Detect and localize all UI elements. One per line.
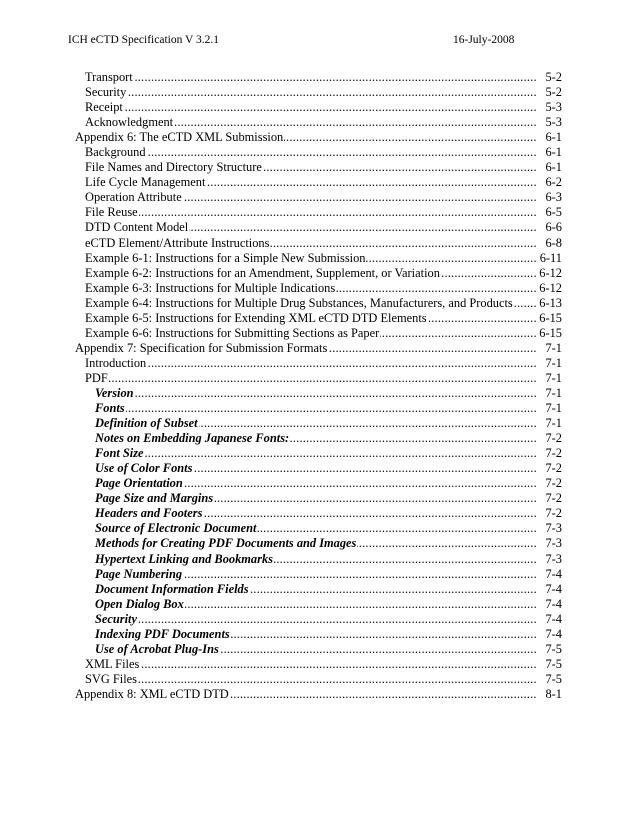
toc-section-entry[interactable] xyxy=(75,190,562,205)
toc-entry-page-number: 7-4 xyxy=(545,611,562,626)
toc-section-entry[interactable] xyxy=(75,281,562,296)
dot-leader xyxy=(95,612,536,627)
toc-entry-title: File Reuse xyxy=(85,205,138,220)
toc-entry-page-number: 7-3 xyxy=(545,551,562,566)
table-of-contents xyxy=(75,70,562,702)
toc-subsection-entry[interactable] xyxy=(75,446,562,461)
toc-entry-page-number: 6-13 xyxy=(539,295,562,310)
toc-entry-page-number: 7-1 xyxy=(545,385,562,400)
toc-entry-page-number: 7-2 xyxy=(545,461,562,476)
dot-leader xyxy=(85,371,536,386)
toc-section-entry[interactable] xyxy=(75,356,562,371)
toc-entry-title: Example 6-6: Instructions for Submitting Sections as Paper xyxy=(85,325,380,340)
toc-subsection-entry[interactable] xyxy=(75,386,562,401)
toc-appendix-entry[interactable] xyxy=(75,130,562,145)
dot-leader xyxy=(85,205,536,220)
toc-entry-page-number: 6-8 xyxy=(545,235,562,250)
toc-entry-page-number: 6-1 xyxy=(545,130,562,145)
toc-entry-title: Headers and Footers xyxy=(95,506,203,521)
toc-entry-title: Example 6-3: Instructions for Multiple Indications xyxy=(85,280,336,295)
dot-leader xyxy=(95,446,536,461)
toc-entry-page-number: 7-4 xyxy=(545,581,562,596)
toc-entry-title: Security xyxy=(85,85,127,100)
toc-entry-page-number: 6-2 xyxy=(545,175,562,190)
toc-entry-page-number: 6-11 xyxy=(539,250,562,265)
toc-section-entry[interactable] xyxy=(75,100,562,115)
document-date: 16-July-2008 xyxy=(453,34,515,46)
toc-entry-title: Fonts xyxy=(95,401,125,416)
toc-entry-title: Appendix 8: XML eCTD DTD xyxy=(75,686,229,701)
toc-entry-title: Page Size and Margins xyxy=(95,491,214,506)
toc-section-entry[interactable] xyxy=(75,266,562,281)
dot-leader xyxy=(85,85,536,100)
toc-appendix-entry[interactable] xyxy=(75,341,562,356)
dot-leader xyxy=(95,401,536,416)
toc-section-entry[interactable] xyxy=(75,70,562,85)
toc-entry-title: Page Orientation xyxy=(95,476,183,491)
toc-section-entry[interactable] xyxy=(75,296,562,311)
toc-entry-title: Acknowledgment xyxy=(85,115,174,130)
toc-section-entry[interactable] xyxy=(75,251,562,266)
toc-entry-page-number: 6-12 xyxy=(539,280,562,295)
toc-entry-page-number: 7-3 xyxy=(545,536,562,551)
dot-leader xyxy=(85,145,536,160)
toc-entry-page-number: 5-3 xyxy=(545,100,562,115)
toc-entry-page-number: 7-2 xyxy=(545,476,562,491)
toc-entry-title: PDF xyxy=(85,370,108,385)
toc-entry-title: Appendix 7: Specification for Submission Formats xyxy=(75,340,328,355)
toc-entry-title: Life Cycle Management xyxy=(85,175,206,190)
toc-section-entry[interactable] xyxy=(75,371,562,386)
toc-entry-title: Open Dialog Box xyxy=(95,596,184,611)
toc-entry-title: SVG Files xyxy=(85,671,137,686)
toc-entry-title: Hypertext Linking and Bookmarks xyxy=(95,551,273,566)
toc-subsection-entry[interactable] xyxy=(75,612,562,627)
toc-entry-page-number: 7-2 xyxy=(545,431,562,446)
toc-entry-title: Definition of Subset xyxy=(95,416,198,431)
toc-section-entry[interactable] xyxy=(75,175,562,190)
toc-entry-page-number: 7-4 xyxy=(545,566,562,581)
toc-entry-title: Use of Color Fonts xyxy=(95,461,193,476)
toc-entry-page-number: 7-4 xyxy=(545,596,562,611)
toc-subsection-entry[interactable] xyxy=(75,491,562,506)
toc-entry-title: Example 6-2: Instructions for an Amendment, Supplement, or Variation xyxy=(85,265,440,280)
toc-entry-page-number: 7-1 xyxy=(545,340,562,355)
dot-leader xyxy=(85,100,536,115)
toc-entry-page-number: 7-4 xyxy=(545,626,562,641)
toc-section-entry[interactable] xyxy=(75,85,562,100)
toc-subsection-entry[interactable] xyxy=(75,627,562,642)
toc-subsection-entry[interactable] xyxy=(75,642,562,657)
toc-subsection-entry[interactable] xyxy=(75,476,562,491)
toc-entry-page-number: 6-5 xyxy=(545,205,562,220)
toc-section-entry[interactable] xyxy=(75,115,562,130)
toc-entry-title: File Names and Directory Structure xyxy=(85,160,262,175)
toc-entry-page-number: 5-2 xyxy=(545,85,562,100)
toc-entry-page-number: 5-3 xyxy=(545,115,562,130)
toc-entry-title: Document Information Fields xyxy=(95,581,249,596)
toc-entry-page-number: 7-5 xyxy=(545,641,562,656)
toc-entry-page-number: 7-2 xyxy=(545,491,562,506)
toc-subsection-entry[interactable] xyxy=(75,597,562,612)
toc-entry-page-number: 6-15 xyxy=(539,325,562,340)
toc-subsection-entry[interactable] xyxy=(75,416,562,431)
toc-section-entry[interactable] xyxy=(75,326,562,341)
toc-entry-page-number: 6-1 xyxy=(545,160,562,175)
toc-subsection-entry[interactable] xyxy=(75,536,562,551)
toc-entry-title: Indexing PDF Documents xyxy=(95,626,230,641)
toc-entry-title: eCTD Element/Attribute Instructions xyxy=(85,235,270,250)
toc-entry-page-number: 6-12 xyxy=(539,265,562,280)
toc-entry-title: Example 6-4: Instructions for Multiple Drug Substances, Manufacturers, and Products xyxy=(85,295,513,310)
toc-entry-title: Example 6-1: Instructions for a Simple New Submission xyxy=(85,250,366,265)
toc-entry-title: Use of Acrobat Plug-Ins xyxy=(95,641,219,656)
toc-entry-title: Notes on Embedding Japanese Fonts: xyxy=(95,431,290,446)
toc-subsection-entry[interactable] xyxy=(75,431,562,446)
document-title: ICH eCTD Specification V 3.2.1 xyxy=(68,34,219,46)
toc-entry-title: Source of Electronic Document xyxy=(95,521,257,536)
toc-section-entry[interactable] xyxy=(75,672,562,687)
toc-entry-title: Operation Attribute xyxy=(85,190,182,205)
toc-entry-title: Font Size xyxy=(95,446,144,461)
toc-subsection-entry[interactable] xyxy=(75,506,562,521)
toc-entry-page-number: 7-2 xyxy=(545,446,562,461)
toc-entry-title: Page Numbering xyxy=(95,566,183,581)
toc-entry-title: Introduction xyxy=(85,355,147,370)
toc-entry-title: Appendix 6: The eCTD XML Submission xyxy=(75,130,284,145)
toc-entry-title: Background xyxy=(85,145,146,160)
toc-subsection-entry[interactable] xyxy=(75,461,562,476)
toc-entry-page-number: 5-2 xyxy=(545,70,562,84)
toc-appendix-entry[interactable] xyxy=(75,687,562,702)
toc-subsection-entry[interactable] xyxy=(75,582,562,597)
toc-entry-title: DTD Content Model xyxy=(85,220,189,235)
toc-section-entry[interactable] xyxy=(75,311,562,326)
toc-entry-page-number: 6-3 xyxy=(545,190,562,205)
dot-leader xyxy=(85,70,536,85)
toc-entry-title: Example 6-5: Instructions for Extending XML eCTD DTD Elements xyxy=(85,310,427,325)
toc-entry-page-number: 6-6 xyxy=(545,220,562,235)
toc-entry-page-number: 8-1 xyxy=(545,686,562,701)
toc-entry-page-number: 7-1 xyxy=(545,370,562,385)
dot-leader xyxy=(85,356,536,371)
dot-leader xyxy=(85,657,536,672)
toc-entry-page-number: 7-5 xyxy=(545,671,562,686)
toc-section-entry[interactable] xyxy=(75,160,562,175)
toc-subsection-entry[interactable] xyxy=(75,401,562,416)
toc-entry-page-number: 7-3 xyxy=(545,521,562,536)
toc-subsection-entry[interactable] xyxy=(75,521,562,536)
toc-entry-title: Receipt xyxy=(85,100,123,115)
dot-leader xyxy=(85,672,536,687)
toc-entry-title: Transport xyxy=(85,70,133,84)
toc-section-entry[interactable] xyxy=(75,205,562,220)
toc-entry-title: Security xyxy=(95,611,137,626)
toc-section-entry[interactable] xyxy=(75,236,562,251)
toc-entry-page-number: 7-1 xyxy=(545,355,562,370)
toc-subsection-entry[interactable] xyxy=(75,552,562,567)
toc-entry-title: Version xyxy=(95,385,134,400)
toc-entry-title: XML Files xyxy=(85,656,140,671)
toc-section-entry[interactable] xyxy=(75,220,562,235)
dot-leader xyxy=(95,386,536,401)
toc-section-entry[interactable] xyxy=(75,145,562,160)
toc-entry-page-number: 7-5 xyxy=(545,656,562,671)
toc-entry-page-number: 6-15 xyxy=(539,310,562,325)
toc-section-entry[interactable] xyxy=(75,657,562,672)
toc-entry-page-number: 6-1 xyxy=(545,145,562,160)
page-header xyxy=(68,34,570,50)
toc-entry-title: Methods for Creating PDF Documents and Images xyxy=(95,536,357,551)
toc-entry-page-number: 7-2 xyxy=(545,506,562,521)
toc-subsection-entry[interactable] xyxy=(75,567,562,582)
toc-entry-page-number: 7-1 xyxy=(545,401,562,416)
toc-entry-page-number: 7-1 xyxy=(545,416,562,431)
